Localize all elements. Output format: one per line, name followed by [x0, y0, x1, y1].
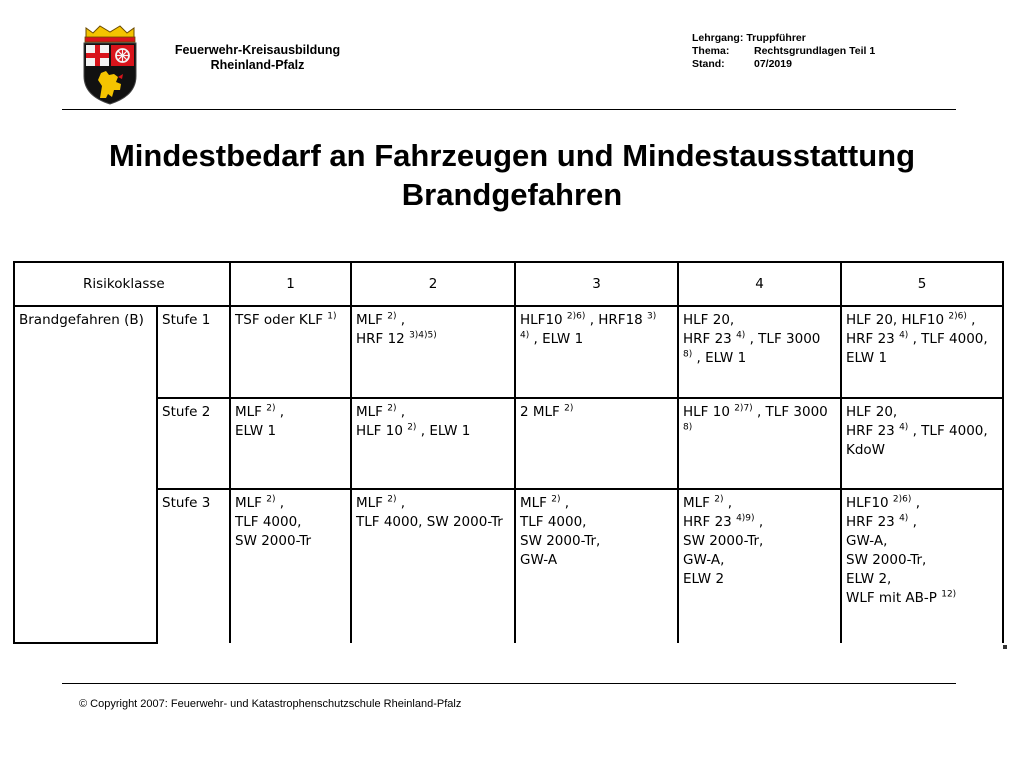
decorative-dot — [1003, 645, 1007, 649]
risk-class-4: 4 — [678, 262, 841, 306]
risk-class-1: 1 — [230, 262, 351, 306]
category-cell: Brandgefahren (B) — [14, 306, 157, 643]
table-row — [14, 306, 1003, 398]
cell-stufe1-class5: HLF 20, HLF10 $^{2)6)}$ , HRF 23 $^{4)}$ , TLF 4000, ELW 1 — [841, 306, 1003, 398]
cell-stufe3-class2: MLF $^{2)}$ , TLF 4000, SW 2000-Tr — [351, 489, 515, 643]
cell-stufe3-class1: MLF $^{2)}$ , TLF 4000, SW 2000-Tr — [230, 489, 351, 643]
risk-class-label: Risikoklasse — [14, 262, 230, 306]
risk-class-3: 3 — [515, 262, 678, 306]
meta-row-stand — [692, 58, 875, 71]
organisation-name — [150, 43, 365, 73]
meta-row-thema — [692, 45, 875, 58]
meta-label: Stand: — [692, 58, 725, 70]
header-divider — [62, 109, 956, 110]
copyright-notice: © Copyright 2007: Feuerwehr- und Katastrophenschutzschule Rheinland-Pfalz — [79, 698, 462, 710]
stage-label: Stufe 3 — [157, 489, 230, 643]
meta-value: Rechtsgrundlagen Teil 1 — [754, 45, 876, 57]
meta-value: 07/2019 — [754, 58, 792, 70]
cell-stufe1-class2: MLF $^{2)}$ , HRF 12 $^{3)4)5)}$ — [351, 306, 515, 398]
stage-label: Stufe 1 — [157, 306, 230, 398]
risk-class-2: 2 — [351, 262, 515, 306]
equipment-table — [13, 261, 1004, 644]
org-line-1: Feuerwehr-Kreisausbildung — [174, 43, 341, 57]
course-meta — [692, 32, 875, 71]
cell-stufe1-class1: TSF oder KLF $^{1)}$ — [230, 306, 351, 398]
cell-stufe1-class4: HLF 20, HRF 23 $^{4)}$ , TLF 3000 $^{8)}$ , ELW 1 — [678, 306, 841, 398]
meta-label: Thema: — [692, 45, 730, 57]
title-line-2: Brandgefahren — [401, 177, 623, 212]
cell-stufe2-class4: HLF 10 $^{2)7)}$ , TLF 3000 $^{8)}$ — [678, 398, 841, 489]
table-header-row — [14, 262, 1003, 306]
org-line-2: Rheinland-Pfalz — [210, 58, 305, 72]
rheinland-pfalz-coat-of-arms-icon — [76, 24, 144, 106]
table-row — [14, 398, 1003, 489]
cell-stufe3-class3: MLF $^{2)}$ , TLF 4000, SW 2000-Tr, GW-A — [515, 489, 678, 643]
meta-value: Truppführer — [746, 32, 806, 44]
footer-divider — [62, 683, 956, 684]
cell-stufe3-class5: HLF10 $^{2)6)}$ , HRF 23 $^{4)}$ , GW-A, SW 2000-Tr, ELW 2, WLF mit AB-P $^{12)}$ — [841, 489, 1003, 643]
stage-label: Stufe 2 — [157, 398, 230, 489]
cell-stufe2-class1: MLF $^{2)}$ , ELW 1 — [230, 398, 351, 489]
page-title — [40, 136, 984, 214]
cell-stufe1-class3: HLF10 $^{2)6)}$ , HRF18 $^{3)}$ $^{4)}$ , ELW 1 — [515, 306, 678, 398]
title-line-1: Mindestbedarf an Fahrzeugen und Mindestausstattung — [108, 138, 916, 173]
risk-class-5: 5 — [841, 262, 1003, 306]
cell-stufe2-class2: MLF $^{2)}$ , HLF 10 $^{2)}$ , ELW 1 — [351, 398, 515, 489]
meta-row-lehrgang — [692, 32, 875, 45]
cell-stufe3-class4: MLF $^{2)}$ , HRF 23 $^{4)9)}$ , SW 2000-Tr, GW-A, ELW 2 — [678, 489, 841, 643]
cell-stufe2-class3: 2 MLF $^{2)}$ — [515, 398, 678, 489]
meta-label: Lehrgang: — [692, 32, 744, 44]
cell-stufe2-class5: HLF 20, HRF 23 $^{4)}$ , TLF 4000, KdoW — [841, 398, 1003, 489]
table-row — [14, 489, 1003, 643]
